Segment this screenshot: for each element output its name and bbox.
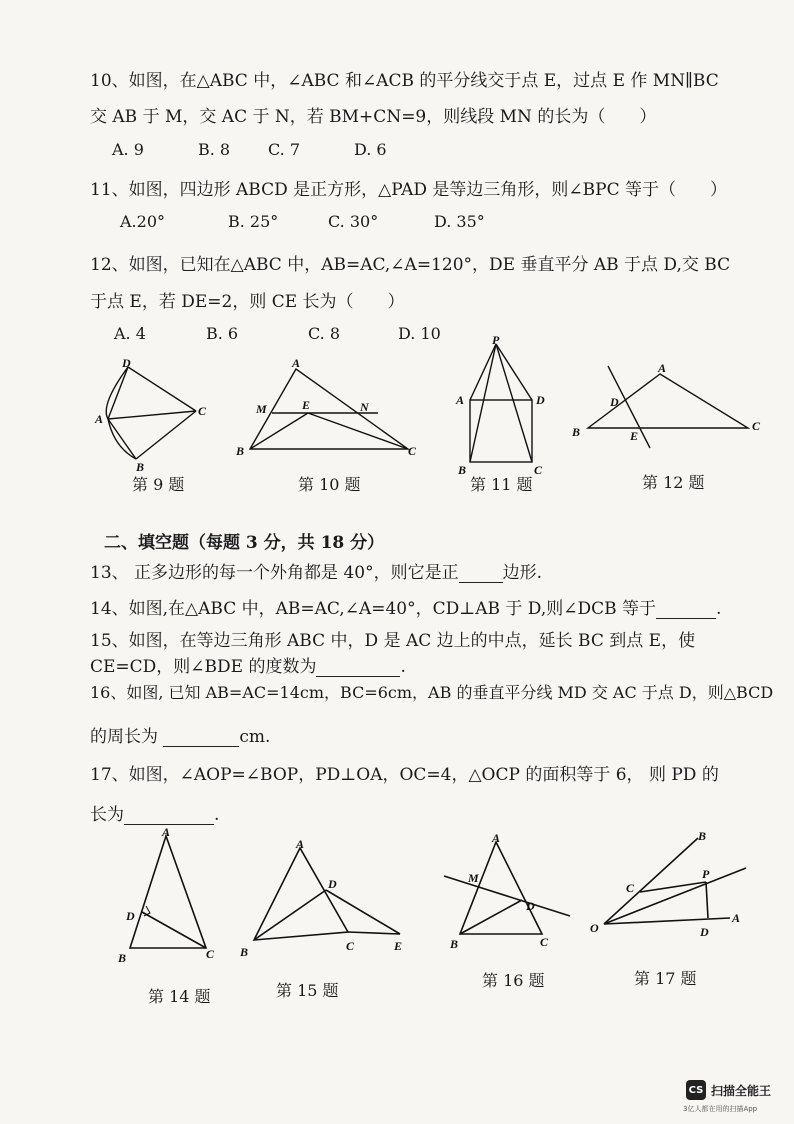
- fig16-label-a: A: [492, 832, 501, 845]
- section-2-title: 二、填空题（每题 3 分，共 18 分）: [104, 533, 385, 553]
- q15-text: CE=CD，则∠BDE 的度数为: [90, 657, 317, 677]
- fig15-label-c: C: [346, 939, 355, 953]
- figure-15-caption: 第 15 题: [276, 981, 339, 1000]
- fig9-label-a: A: [95, 412, 104, 426]
- figure-9: [90, 355, 220, 475]
- q12-line1: 12、如图，已知在△ABC 中，AB=AC,∠A=120°，DE 垂直平分 AB 于点 D,交 BC: [90, 255, 731, 275]
- q13-answer-blank[interactable]: [459, 566, 503, 583]
- fig11-label-a: A: [456, 393, 465, 407]
- q10-option-a[interactable]: A. 9: [112, 140, 144, 159]
- fig12-label-c: C: [752, 419, 761, 433]
- q15-line1: 15、如图，在等边三角形 ABC 中，D 是 AC 边上的中点，延长 BC 到点 E，使: [90, 631, 696, 651]
- fig16-label-d: D: [526, 899, 535, 913]
- q10-option-d[interactable]: D. 6: [354, 140, 387, 159]
- fig16-label-m: M: [468, 871, 479, 885]
- q14-line: [90, 594, 721, 619]
- fig17-label-c: C: [626, 881, 635, 895]
- camscanner-icon: CS: [686, 1080, 706, 1100]
- q17-line1: 17、如图，∠AOP=∠BOP，PD⊥OA，OC=4，△OCP 的面积等于 6， 则 PD 的: [90, 765, 719, 785]
- fig10-label-a: A: [292, 356, 301, 370]
- fig14-label-a: A: [162, 826, 171, 839]
- fig11-label-b: B: [458, 463, 467, 477]
- camscanner-tagline: 3亿人都在用的扫描App: [683, 1105, 758, 1113]
- figure-11-caption: 第 11 题: [470, 475, 533, 494]
- q12-line2: 于点 E，若 DE=2，则 CE 长为（ ）: [90, 292, 405, 312]
- q14-text-after: .: [716, 599, 722, 619]
- q12-option-d[interactable]: D. 10: [398, 324, 441, 343]
- q12-option-c[interactable]: C. 8: [308, 324, 341, 343]
- q16-answer-blank[interactable]: [163, 730, 239, 747]
- fig10-label-b: B: [236, 444, 245, 458]
- fig14-label-b: B: [118, 951, 127, 965]
- q16-line1: 16、如图, 已知 AB=AC=14cm，BC=6cm，AB 的垂直平分线 MD 交 AC 于点 D，则△BCD: [90, 683, 774, 702]
- q10-option-b[interactable]: B. 8: [198, 140, 231, 159]
- q16-text: 的周长为: [90, 727, 158, 747]
- q17-line2: [90, 800, 219, 825]
- figure-16: [440, 832, 580, 956]
- q14-text: 14、如图,在△ABC 中，AB=AC,∠A=40°，CD⊥AB 于 D,则∠DCB 等于: [90, 599, 657, 619]
- fig15-label-e: E: [394, 939, 403, 953]
- q15-answer-blank[interactable]: [316, 660, 400, 677]
- fig10-label-c: C: [408, 444, 417, 458]
- fig12-label-b: B: [572, 425, 581, 439]
- q10-line1: 10、如图，在△ABC 中，∠ABC 和∠ACB 的平分线交于点 E，过点 E 作 MN∥BC: [90, 71, 719, 91]
- fig17-label-a: A: [732, 911, 741, 925]
- fig11-label-d: D: [536, 393, 545, 407]
- figure-14: [110, 826, 220, 966]
- figure-15: [236, 836, 416, 966]
- figure-9-caption: 第 9 题: [132, 475, 185, 494]
- figure-10-caption: 第 10 题: [298, 475, 361, 494]
- q12-option-a[interactable]: A. 4: [114, 324, 146, 343]
- figure-12-caption: 第 12 题: [642, 473, 705, 492]
- figure-17-caption: 第 17 题: [634, 969, 697, 988]
- fig16-label-b: B: [450, 937, 459, 951]
- q13-text: 13、 正多边形的每一个外角都是 40°，则它是正: [90, 563, 459, 583]
- q12-option-b[interactable]: B. 6: [206, 324, 239, 343]
- figure-17: [586, 820, 756, 948]
- q11-option-a[interactable]: A.20°: [120, 212, 165, 231]
- q11-option-b[interactable]: B. 25°: [228, 212, 279, 231]
- fig11-label-c: C: [534, 463, 543, 477]
- fig9-label-c: C: [198, 404, 207, 418]
- fig10-label-e: E: [302, 398, 311, 412]
- fig17-label-d: D: [700, 925, 709, 939]
- fig14-label-c: C: [206, 947, 215, 961]
- fig12-label-e: E: [630, 429, 639, 443]
- figure-10: [230, 355, 420, 467]
- fig12-label-d: D: [610, 395, 619, 409]
- fig10-label-n: N: [360, 400, 369, 414]
- q17-text: 长为: [90, 805, 124, 825]
- figure-11: [448, 332, 558, 480]
- fig10-label-m: M: [256, 402, 267, 416]
- fig14-label-d: D: [126, 909, 135, 923]
- fig11-label-p: P: [492, 333, 500, 347]
- q10-line2: 交 AB 于 M，交 AC 于 N，若 BM+CN=9，则线段 MN 的长为（ ）: [90, 107, 657, 127]
- q17-text-after: .: [214, 805, 220, 825]
- fig17-label-b: B: [698, 829, 707, 843]
- q15-text-after: .: [400, 657, 406, 677]
- q14-answer-blank[interactable]: [656, 602, 716, 619]
- fig17-label-p: P: [702, 867, 710, 881]
- fig15-label-d: D: [328, 877, 337, 891]
- fig9-label-b: B: [136, 460, 145, 474]
- q10-option-c[interactable]: C. 7: [268, 140, 301, 159]
- q13-line: [90, 558, 542, 583]
- fig16-label-c: C: [540, 935, 549, 949]
- fig15-label-a: A: [296, 837, 305, 851]
- camscanner-brand: 扫描全能王: [711, 1083, 772, 1098]
- fig9-label-d: D: [122, 356, 131, 370]
- figure-12: [568, 360, 768, 460]
- fig17-label-o: O: [590, 921, 599, 935]
- q11-option-d[interactable]: D. 35°: [434, 212, 485, 231]
- q16-text-after: cm.: [239, 727, 271, 747]
- camscanner-logo: [686, 1080, 771, 1100]
- q11-line1: 11、如图，四边形 ABCD 是正方形，△PAD 是等边三角形，则∠BPC 等于（ ）: [90, 180, 728, 200]
- q17-answer-blank[interactable]: [124, 808, 214, 825]
- fig15-label-b: B: [240, 945, 249, 959]
- figure-16-caption: 第 16 题: [482, 971, 545, 990]
- q16-line2: [90, 722, 270, 747]
- q11-option-c[interactable]: C. 30°: [328, 212, 379, 231]
- q15-line2: [90, 652, 406, 677]
- q13-text-after: 边形.: [502, 563, 542, 583]
- fig12-label-a: A: [658, 361, 667, 375]
- figure-14-caption: 第 14 题: [148, 987, 211, 1006]
